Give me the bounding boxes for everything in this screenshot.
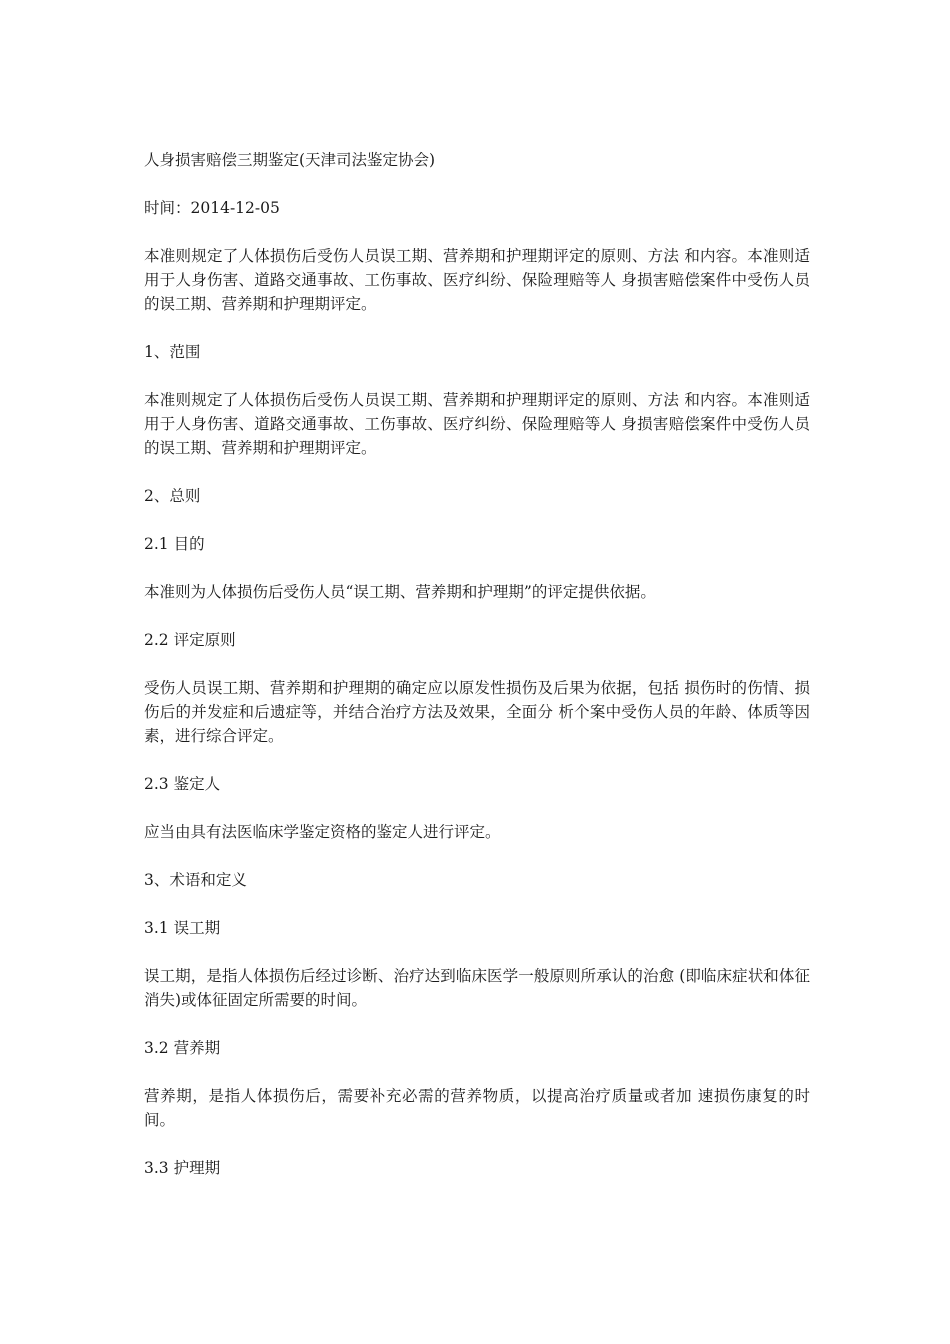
document-page (144, 148, 810, 1204)
section-heading-scope: 1、范围 (144, 343, 201, 361)
document-title: 人身损害赔偿三期鉴定(天津司法鉴定协会) (144, 151, 436, 169)
lost-work-period-paragraph: 误工期，是指人体损伤后经过诊断、治疗达到临床医学一般原则所承认的治愈 (即临床症状和体征消失)或体征固定所需要的时间。 (144, 967, 810, 1009)
section-heading-general: 2、总则 (144, 487, 201, 505)
section-heading-terms: 3、术语和定义 (144, 871, 247, 889)
intro-paragraph: 本准则规定了人体损伤后受伤人员误工期、营养期和护理期评定的原则、方法 和内容。本准则适用于人身伤害、道路交通事故、工伤事故、医疗纠纷、保险理赔等人 身损害赔偿案件中受伤人员的误工期、营养期和护理期评定。 (144, 247, 810, 313)
subsection-heading-principles: 2.2 评定原则 (144, 631, 236, 649)
subsection-heading-care-period: 3.3 护理期 (144, 1159, 221, 1177)
subsection-heading-nutrition-period: 3.2 营养期 (144, 1039, 221, 1057)
principles-paragraph: 受伤人员误工期、营养期和护理期的确定应以原发性损伤及后果为依据，包括 损伤时的伤情、损伤后的并发症和后遗症等，并结合治疗方法及效果，全面分 析个案中受伤人员的年龄、体质等因素，进行综合评定。 (144, 679, 810, 745)
nutrition-period-paragraph: 营养期，是指人体损伤后，需要补充必需的营养物质，以提高治疗质量或者加 速损伤康复的时间。 (144, 1087, 810, 1129)
purpose-paragraph: 本准则为人体损伤后受伤人员“误工期、营养期和护理期”的评定提供依据。 (144, 583, 656, 601)
scope-paragraph: 本准则规定了人体损伤后受伤人员误工期、营养期和护理期评定的原则、方法 和内容。本准则适用于人身伤害、道路交通事故、工伤事故、医疗纠纷、保险理赔等人 身损害赔偿案件中受伤人员的误工期、营养期和护理期评定。 (144, 391, 810, 457)
subsection-heading-lost-work-period: 3.1 误工期 (144, 919, 221, 937)
appraiser-paragraph: 应当由具有法医临床学鉴定资格的鉴定人进行评定。 (144, 823, 501, 841)
subsection-heading-purpose: 2.1 目的 (144, 535, 205, 553)
subsection-heading-appraiser: 2.3 鉴定人 (144, 775, 221, 793)
publish-date: 时间：2014-12-05 (144, 199, 280, 217)
